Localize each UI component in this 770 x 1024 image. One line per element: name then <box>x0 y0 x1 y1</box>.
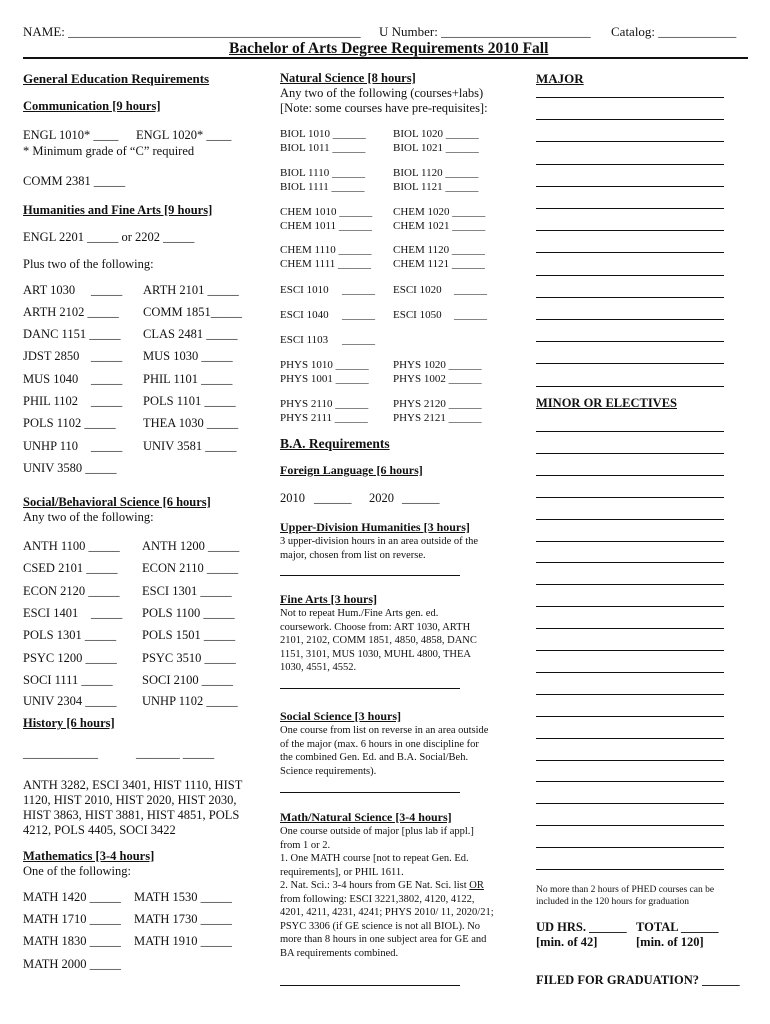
humanities-course-field[interactable]: PHIL 1101 _____ <box>143 372 233 386</box>
history-blank-2[interactable]: _______ _____ <box>136 746 215 760</box>
humanities-heading: Humanities and Fine Arts [9 hours] <box>23 203 213 217</box>
social-course-field[interactable]: SOCI 2100 _____ <box>142 673 233 687</box>
engl-1020-field[interactable]: ENGL 1020* ____ <box>136 128 232 142</box>
humanities-course-field[interactable]: PHIL 1102 <box>23 394 78 408</box>
humanities-course-blank[interactable]: _____ <box>91 283 123 297</box>
social-course-field[interactable]: ECON 2120 _____ <box>23 584 120 598</box>
humanities-course-blank[interactable]: _____ <box>91 372 123 386</box>
humanities-course-field[interactable]: ARTH 2101 _____ <box>143 283 239 297</box>
social-sub: Any two of the following: <box>23 510 154 524</box>
fine-arts-line[interactable] <box>280 688 460 689</box>
nat-sci-course-field[interactable]: CHEM 1020 ______ <box>393 206 486 218</box>
social-course-field[interactable]: POLS 1501 _____ <box>142 628 236 642</box>
math-course-field[interactable]: MATH 1830 _____ <box>23 934 121 948</box>
total-field[interactable]: TOTAL ______ <box>636 920 719 934</box>
social-course-field[interactable]: ESCI 1401 <box>23 606 79 620</box>
nat-sci-course-field[interactable]: CHEM 1010 ______ <box>280 206 373 218</box>
math-course-field[interactable]: MATH 1710 _____ <box>23 912 121 926</box>
major-entry-line[interactable] <box>536 119 724 120</box>
social-behavioral-heading: Social/Behavioral Science [6 hours] <box>23 495 211 509</box>
humanities-course-field[interactable]: COMM 1851_____ <box>143 305 242 319</box>
social-course-field[interactable]: ANTH 1100 _____ <box>23 539 120 553</box>
nat-sci-course-field[interactable]: BIOL 1120 ______ <box>393 167 479 179</box>
social-course-field[interactable]: UNIV 2304 _____ <box>23 694 117 708</box>
math-course-field[interactable]: MATH 1420 _____ <box>23 890 121 904</box>
major-entry-line[interactable] <box>536 363 724 364</box>
esci-1103-blank[interactable]: ______ <box>342 334 375 346</box>
fl-2020-label: 2020 <box>369 491 394 505</box>
humanities-course-field[interactable]: MUS 1040 <box>23 372 79 386</box>
humanities-course-field[interactable]: MUS 1030 _____ <box>143 349 233 363</box>
major-entry-line[interactable] <box>536 164 724 165</box>
social-science-line[interactable] <box>280 792 460 793</box>
engl-1010-field[interactable]: ENGL 1010* ____ <box>23 128 119 142</box>
major-entry-line[interactable] <box>536 141 724 142</box>
phys-lab-field[interactable]: PHYS 1001 ______ <box>280 373 369 385</box>
phys-course-field[interactable]: PHYS 2110 ______ <box>280 398 369 410</box>
minor-entry-line[interactable] <box>536 431 724 432</box>
nat-sci-lab-field[interactable]: CHEM 1021 ______ <box>393 220 486 232</box>
minor-entry-line[interactable] <box>536 650 724 651</box>
ba-requirements-heading: B.A. Requirements <box>280 436 390 451</box>
fl-2010-blank[interactable]: ______ <box>314 491 352 505</box>
humanities-course-field[interactable]: THEA 1030 _____ <box>143 416 239 430</box>
math-course-field[interactable]: MATH 1910 _____ <box>134 934 232 948</box>
social-course-field[interactable]: ECON 2110 _____ <box>142 561 239 575</box>
humanities-course-blank[interactable]: _____ <box>91 439 123 453</box>
natural-science-heading: Natural Science [8 hours] <box>280 71 416 85</box>
communication-heading: Communication [9 hours] <box>23 99 161 113</box>
major-entry-line[interactable] <box>536 386 724 387</box>
history-course-list: ANTH 3282, ESCI 3401, HIST 1110, HIST 1120, HIST 2010, HIST 2020, HIST 2030, HIST 3863, HIST 3881, HIST 4851, POLS 4212, POLS 4405, SOCI 3422 <box>23 778 243 837</box>
humanities-course-field[interactable]: DANC 1151 _____ <box>23 327 121 341</box>
nat-sci-course-field[interactable]: BIOL 1020 ______ <box>393 128 479 140</box>
esci-1040-blank[interactable]: ______ <box>342 309 375 321</box>
nat-sci-course-field[interactable]: CHEM 1120 ______ <box>393 244 485 256</box>
phys-lab-field[interactable]: PHYS 1002 ______ <box>393 373 482 385</box>
math-nat-sci-line[interactable] <box>280 985 460 986</box>
fine-arts-text: Not to repeat Hum./Fine Arts gen. ed. coursework. Choose from: ART 1030, ARTH 2101, 2102, COMM 1851, 4850, 4858, DANC 1151, 3101, MUS 1030, MUHL 4800, THEA 1030, 4551, 4552. <box>280 608 477 673</box>
mathematics-heading: Mathematics [3-4 hours] <box>23 849 155 863</box>
social-course-field[interactable]: POLS 1100 _____ <box>142 606 235 620</box>
grade-note: * Minimum grade of “C” required <box>23 144 195 158</box>
plus-two-note: Plus two of the following: <box>23 257 154 271</box>
major-entry-line[interactable] <box>536 97 724 98</box>
humanities-course-field[interactable]: POLS 1101 _____ <box>143 394 236 408</box>
gen-ed-heading: General Education Requirements <box>23 71 210 86</box>
minor-entry-line[interactable] <box>536 497 724 498</box>
esci-1010-blank[interactable]: ______ <box>342 284 375 296</box>
minor-entry-line[interactable] <box>536 628 724 629</box>
social-course-field[interactable]: CSED 2101 _____ <box>23 561 118 575</box>
min-42-note: [min. of 42] <box>536 935 598 949</box>
min-120-note: [min. of 120] <box>636 935 704 949</box>
nat-sci-lab-field[interactable]: BIOL 1121 ______ <box>393 181 479 193</box>
major-entry-line[interactable] <box>536 208 724 209</box>
minor-entry-line[interactable] <box>536 519 724 520</box>
humanities-course-blank[interactable]: _____ <box>91 394 123 408</box>
esci-1040-label: ESCI 1040 <box>280 309 329 321</box>
math-nat-sci-heading: Math/Natural Science [3-4 hours] <box>280 810 452 824</box>
minor-entry-line[interactable] <box>536 606 724 607</box>
nat-sci-lab-field[interactable]: CHEM 1111 ______ <box>280 258 372 270</box>
minor-entry-line[interactable] <box>536 562 724 563</box>
esci-1010-label: ESCI 1010 <box>280 284 329 296</box>
catalog-field[interactable]: Catalog: ____________ <box>611 24 737 39</box>
humanities-course-field[interactable]: POLS 1102 _____ <box>23 416 116 430</box>
name-field[interactable]: NAME: _____________________________________________ <box>23 24 361 39</box>
nat-sci-lab-field[interactable]: BIOL 1011 ______ <box>280 142 366 154</box>
minor-electives-heading: MINOR OR ELECTIVES <box>536 396 677 410</box>
minor-entry-line[interactable] <box>536 453 724 454</box>
minor-entry-line[interactable] <box>536 672 724 673</box>
nat-sci-course-field[interactable]: BIOL 1010 ______ <box>280 128 366 140</box>
esci-1050-label: ESCI 1050 <box>393 309 442 321</box>
humanities-course-field[interactable]: JDST 2850 <box>23 349 80 363</box>
engl-2201-field[interactable]: ENGL 2201 _____ or 2202 _____ <box>23 230 195 244</box>
humanities-course-field[interactable]: CLAS 2481 _____ <box>143 327 238 341</box>
esci-1103-label: ESCI 1103 <box>280 334 329 346</box>
nat-sci-course-field[interactable]: BIOL 1110 ______ <box>280 167 365 179</box>
nat-sci-lab-field[interactable]: CHEM 1011 ______ <box>280 220 372 232</box>
esci-1050-blank[interactable]: ______ <box>454 309 487 321</box>
math-course-field[interactable]: MATH 1530 _____ <box>134 890 232 904</box>
minor-entry-line[interactable] <box>536 869 724 870</box>
phys-course-field[interactable]: PHYS 2120 ______ <box>393 398 482 410</box>
upper-division-heading: Upper-Division Humanities [3 hours] <box>280 520 470 534</box>
math-nat-sci-l2: 1. One MATH course [not to repeat Gen. Ed. requirements], or PHIL 1611. <box>280 853 469 878</box>
minor-entry-line[interactable] <box>536 825 724 826</box>
minor-entry-line[interactable] <box>536 738 724 739</box>
major-entry-line[interactable] <box>536 230 724 231</box>
math-sub: One of the following: <box>23 864 131 878</box>
upper-division-text: 3 upper-division hours in an area outside of the major, chosen from list on reverse. <box>280 536 479 561</box>
humanities-course-field[interactable]: UNIV 3581 _____ <box>143 439 237 453</box>
upper-division-line[interactable] <box>280 575 460 576</box>
phys-lab-field[interactable]: PHYS 2111 ______ <box>280 412 368 424</box>
social-course-field[interactable]: ANTH 1200 _____ <box>142 539 240 553</box>
humanities-course-field[interactable]: ART 1030 <box>23 283 76 297</box>
humanities-course-field[interactable]: UNHP 110 <box>23 439 78 453</box>
minor-entry-line[interactable] <box>536 584 724 585</box>
nat-sci-lab-field[interactable]: BIOL 1111 ______ <box>280 181 365 193</box>
unumber-field[interactable]: U Number: _______________________ <box>379 24 591 39</box>
ud-hrs-field[interactable]: UD HRS. ______ <box>536 920 627 934</box>
major-entry-line[interactable] <box>536 341 724 342</box>
esci-1020-blank[interactable]: ______ <box>454 284 487 296</box>
page-title: Bachelor of Arts Degree Requirements 2010 Fall <box>229 40 549 57</box>
history-blank-1[interactable]: ____________ <box>23 746 98 760</box>
major-heading: MAJOR <box>536 71 584 86</box>
social-course-field[interactable]: POLS 1301 _____ <box>23 628 117 642</box>
major-entry-line[interactable] <box>536 186 724 187</box>
minor-entry-line[interactable] <box>536 475 724 476</box>
esci-1020-label: ESCI 1020 <box>393 284 442 296</box>
fl-2010-label: 2010 <box>280 491 305 505</box>
social-course-field[interactable]: PSYC 3510 _____ <box>142 651 236 665</box>
social-course-field[interactable]: UNHP 1102 _____ <box>142 694 238 708</box>
phys-course-field[interactable]: PHYS 1020 ______ <box>393 359 482 371</box>
phys-lab-field[interactable]: PHYS 2121 ______ <box>393 412 482 424</box>
phys-course-field[interactable]: PHYS 1010 ______ <box>280 359 369 371</box>
esci-1401-blank[interactable]: _____ <box>91 606 123 620</box>
nat-sci-line2: [Note: some courses have pre-requisites]: <box>280 101 488 115</box>
major-entry-line[interactable] <box>536 252 724 253</box>
minor-entry-line[interactable] <box>536 803 724 804</box>
social-course-field[interactable]: ESCI 1301 _____ <box>142 584 232 598</box>
nat-sci-course-field[interactable]: CHEM 1110 ______ <box>280 244 372 256</box>
major-entry-line[interactable] <box>536 275 724 276</box>
minor-entry-line[interactable] <box>536 781 724 782</box>
social-science-heading: Social Science [3 hours] <box>280 709 401 723</box>
minor-entry-line[interactable] <box>536 694 724 695</box>
math-course-field[interactable]: MATH 2000 _____ <box>23 957 121 971</box>
nat-sci-line1: Any two of the following (courses+labs) <box>280 86 484 100</box>
nat-sci-lab-field[interactable]: CHEM 1121 ______ <box>393 258 485 270</box>
minor-entry-line[interactable] <box>536 716 724 717</box>
minor-entry-line[interactable] <box>536 541 724 542</box>
math-nat-sci-l3: 2. Nat. Sci.: 3-4 hours from GE Nat. Sci. list OR from following: ESCI 3221,3802, 4120, 4122, 4201, 4211, 4231, 4241; PHYS 2010/ 11, 2020/21; PSYC 3306 (if GE science is not all BIOL). No more than 8 hours in one subject area for GE and BA requirements combined. <box>280 880 494 959</box>
social-course-field[interactable]: PSYC 1200 _____ <box>23 651 117 665</box>
minor-entry-line[interactable] <box>536 847 724 848</box>
minor-entry-line[interactable] <box>536 760 724 761</box>
major-entry-line[interactable] <box>536 319 724 320</box>
fine-arts-heading: Fine Arts [3 hours] <box>280 592 377 606</box>
comm-2381-field[interactable]: COMM 2381 _____ <box>23 174 126 188</box>
nat-sci-lab-field[interactable]: BIOL 1021 ______ <box>393 142 479 154</box>
phed-note: No more than 2 hours of PHED courses can be included in the 120 hours for graduation <box>536 885 715 907</box>
social-course-field[interactable]: SOCI 1111 _____ <box>23 673 113 687</box>
header-divider <box>23 57 748 59</box>
fl-2020-blank[interactable]: ______ <box>402 491 440 505</box>
social-science-text: One course from list on reverse in an area outside of the major (max. 6 hours in one discipline for the combined Gen. Ed. and B.A. Social/Beh. Science requirements). <box>280 725 489 777</box>
humanities-course-field[interactable]: ARTH 2102 _____ <box>23 305 119 319</box>
humanities-course-blank[interactable]: _____ <box>91 349 123 363</box>
math-course-field[interactable]: MATH 1730 _____ <box>134 912 232 926</box>
math-nat-sci-l1: One course outside of major [plus lab if appl.] from 1 or 2. <box>280 826 474 851</box>
foreign-language-heading: Foreign Language [6 hours] <box>280 463 423 477</box>
history-heading: History [6 hours] <box>23 716 115 730</box>
major-entry-line[interactable] <box>536 297 724 298</box>
filed-for-graduation[interactable]: FILED FOR GRADUATION? ______ <box>536 973 740 987</box>
humanities-course-field[interactable]: UNIV 3580 _____ <box>23 461 117 475</box>
